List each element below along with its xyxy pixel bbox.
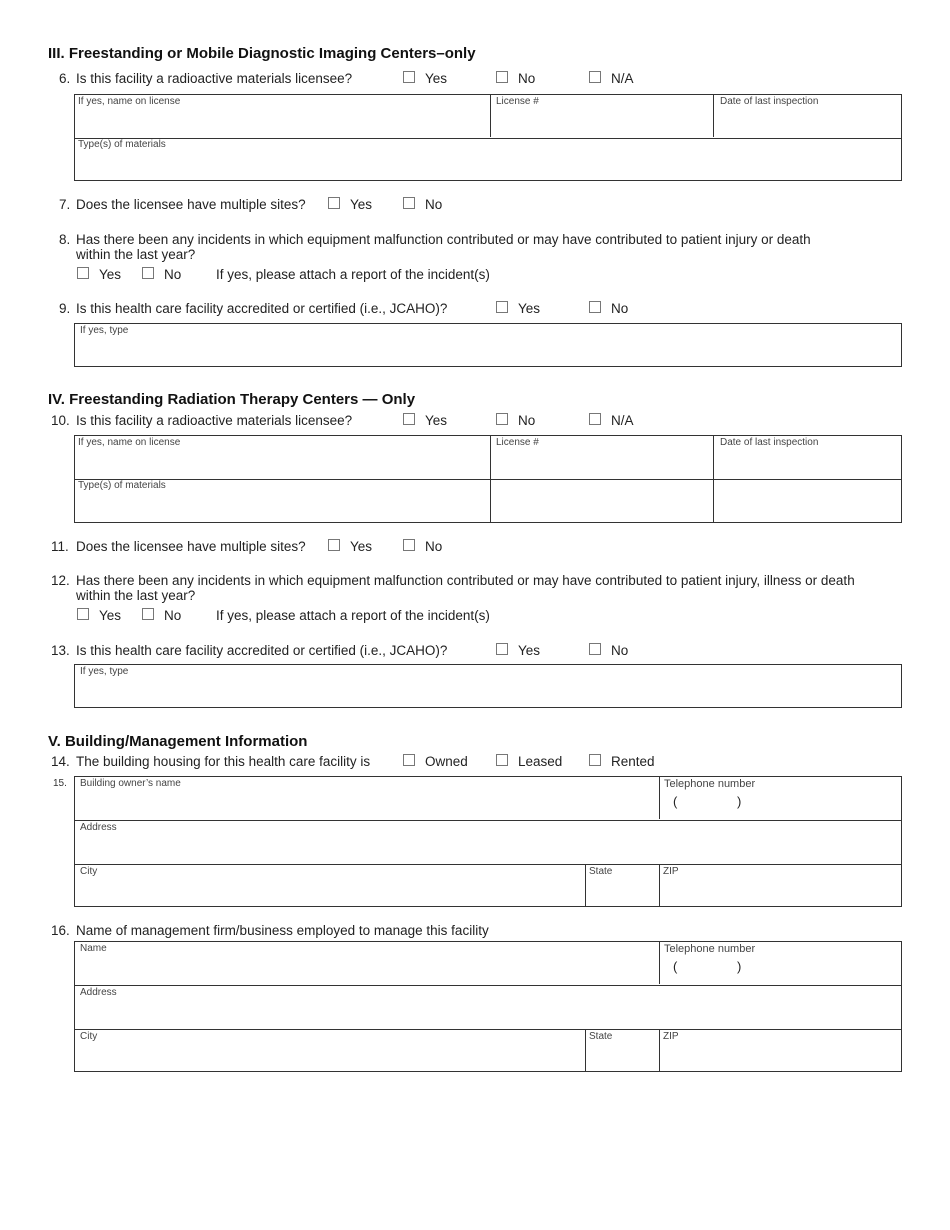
q15-state-field[interactable]: State bbox=[589, 866, 613, 877]
q9-yes-checkbox[interactable] bbox=[496, 301, 508, 313]
q10-na-label: N/A bbox=[611, 413, 634, 428]
question-14-text: The building housing for this health care facility is bbox=[76, 754, 371, 769]
q9-yes-label: Yes bbox=[518, 301, 541, 316]
question-9-number: 9. bbox=[59, 301, 71, 316]
q11-no-label: No bbox=[425, 539, 443, 554]
q8-no-checkbox[interactable] bbox=[142, 267, 154, 279]
q10-no-checkbox[interactable] bbox=[496, 413, 508, 425]
q15-area-code-open: ( bbox=[673, 794, 678, 809]
q6-inspection-date-field[interactable]: Date of last inspection bbox=[720, 96, 819, 107]
q15-owner-table bbox=[74, 776, 902, 907]
question-15-number: 15. bbox=[53, 778, 67, 789]
q16-zip-field[interactable]: ZIP bbox=[663, 1031, 679, 1042]
q9-no-label: No bbox=[611, 301, 629, 316]
q10-yes-label: Yes bbox=[425, 413, 448, 428]
question-8-text-line1: Has there been any incidents in which equipment malfunction contributed or may have contributed to patient injury or death bbox=[76, 232, 811, 247]
question-12-number: 12. bbox=[51, 573, 70, 588]
question-12-text-line1: Has there been any incidents in which equipment malfunction contributed or may have contributed to patient injury, illness or death bbox=[76, 573, 855, 588]
q7-yes-checkbox[interactable] bbox=[328, 197, 340, 209]
q12-yes-checkbox[interactable] bbox=[77, 608, 89, 620]
q9-no-checkbox[interactable] bbox=[589, 301, 601, 313]
q10-na-checkbox[interactable] bbox=[589, 413, 601, 425]
question-8-number: 8. bbox=[59, 232, 71, 247]
q11-yes-label: Yes bbox=[350, 539, 373, 554]
q6-license-number-field[interactable]: License # bbox=[496, 96, 539, 107]
q15-area-code-close: ) bbox=[737, 794, 742, 809]
q16-management-table bbox=[74, 941, 902, 1072]
question-16-text: Name of management firm/business employed to manage this facility bbox=[76, 923, 489, 938]
section-3-title: III. Freestanding or Mobile Diagnostic Imaging Centers–only bbox=[48, 45, 476, 62]
q12-note: If yes, please attach a report of the incident(s) bbox=[216, 608, 490, 623]
q6-na-label: N/A bbox=[611, 71, 634, 86]
q15-zip-field[interactable]: ZIP bbox=[663, 866, 679, 877]
q16-city-field[interactable]: City bbox=[80, 1031, 98, 1042]
question-7-number: 7. bbox=[59, 197, 71, 212]
q6-license-table bbox=[74, 94, 902, 181]
q15-telephone-field[interactable]: Telephone number bbox=[664, 778, 756, 790]
question-11-number: 11. bbox=[51, 539, 69, 554]
question-9-text: Is this health care facility accredited or certified (i.e., JCAHO)? bbox=[76, 301, 448, 316]
q10-inspection-date-field[interactable]: Date of last inspection bbox=[720, 437, 819, 448]
q11-yes-checkbox[interactable] bbox=[328, 539, 340, 551]
q6-na-checkbox[interactable] bbox=[589, 71, 601, 83]
q16-area-code-close: ) bbox=[737, 959, 742, 974]
q13-yes-checkbox[interactable] bbox=[496, 643, 508, 655]
q16-name-field[interactable]: Name bbox=[80, 943, 107, 954]
q8-yes-checkbox[interactable] bbox=[77, 267, 89, 279]
question-12-text-line2: within the last year? bbox=[76, 588, 196, 603]
q12-yes-label: Yes bbox=[99, 608, 122, 623]
q14-owned-label: Owned bbox=[425, 754, 468, 769]
q13-no-checkbox[interactable] bbox=[589, 643, 601, 655]
q14-owned-checkbox[interactable] bbox=[403, 754, 415, 766]
q10-license-table bbox=[74, 435, 902, 523]
question-11-text: Does the licensee have multiple sites? bbox=[76, 539, 306, 554]
q10-no-label: No bbox=[518, 413, 536, 428]
question-14-number: 14. bbox=[51, 754, 70, 769]
q14-leased-checkbox[interactable] bbox=[496, 754, 508, 766]
q11-no-checkbox[interactable] bbox=[403, 539, 415, 551]
q16-area-code-open: ( bbox=[673, 959, 678, 974]
q13-type-label: If yes, type bbox=[80, 666, 129, 677]
q12-no-label: No bbox=[164, 608, 182, 623]
q6-license-name-field[interactable]: If yes, name on license bbox=[78, 96, 181, 107]
q6-yes-checkbox[interactable] bbox=[403, 71, 415, 83]
q10-license-name-field[interactable]: If yes, name on license bbox=[78, 437, 181, 448]
q14-leased-label: Leased bbox=[518, 754, 563, 769]
q16-address-field[interactable]: Address bbox=[80, 987, 117, 998]
q9-type-field[interactable] bbox=[74, 323, 902, 367]
q10-materials-field[interactable]: Type(s) of materials bbox=[78, 480, 166, 491]
section-4-title: IV. Freestanding Radiation Therapy Centers — Only bbox=[48, 391, 416, 408]
question-16-number: 16. bbox=[51, 923, 70, 938]
q14-rented-checkbox[interactable] bbox=[589, 754, 601, 766]
q9-type-label: If yes, type bbox=[80, 325, 129, 336]
question-6-text: Is this facility a radioactive materials licensee? bbox=[76, 71, 353, 86]
q10-yes-checkbox[interactable] bbox=[403, 413, 415, 425]
q13-yes-label: Yes bbox=[518, 643, 541, 658]
q7-no-label: No bbox=[425, 197, 443, 212]
q7-no-checkbox[interactable] bbox=[403, 197, 415, 209]
question-7-text: Does the licensee have multiple sites? bbox=[76, 197, 306, 212]
question-6-number: 6. bbox=[59, 71, 71, 86]
q6-materials-field[interactable]: Type(s) of materials bbox=[78, 139, 166, 150]
q8-no-label: No bbox=[164, 267, 182, 282]
q7-yes-label: Yes bbox=[350, 197, 373, 212]
q13-no-label: No bbox=[611, 643, 629, 658]
q15-city-field[interactable]: City bbox=[80, 866, 98, 877]
q16-telephone-field[interactable]: Telephone number bbox=[664, 943, 756, 955]
q15-owner-name-field[interactable]: Building owner’s name bbox=[80, 778, 181, 789]
question-10-text: Is this facility a radioactive materials licensee? bbox=[76, 413, 353, 428]
section-5-title: V. Building/Management Information bbox=[48, 733, 308, 750]
question-8-text-line2: within the last year? bbox=[76, 247, 196, 262]
q16-state-field[interactable]: State bbox=[589, 1031, 613, 1042]
q12-no-checkbox[interactable] bbox=[142, 608, 154, 620]
q13-type-field[interactable] bbox=[74, 664, 902, 708]
q6-no-label: No bbox=[518, 71, 536, 86]
q14-rented-label: Rented bbox=[611, 754, 655, 769]
q8-note: If yes, please attach a report of the incident(s) bbox=[216, 267, 490, 282]
q8-yes-label: Yes bbox=[99, 267, 122, 282]
q15-address-field[interactable]: Address bbox=[80, 822, 117, 833]
question-13-number: 13. bbox=[51, 643, 70, 658]
question-13-text: Is this health care facility accredited or certified (i.e., JCAHO)? bbox=[76, 643, 448, 658]
q10-license-number-field[interactable]: License # bbox=[496, 437, 539, 448]
q6-no-checkbox[interactable] bbox=[496, 71, 508, 83]
question-10-number: 10. bbox=[51, 413, 70, 428]
q6-yes-label: Yes bbox=[425, 71, 448, 86]
